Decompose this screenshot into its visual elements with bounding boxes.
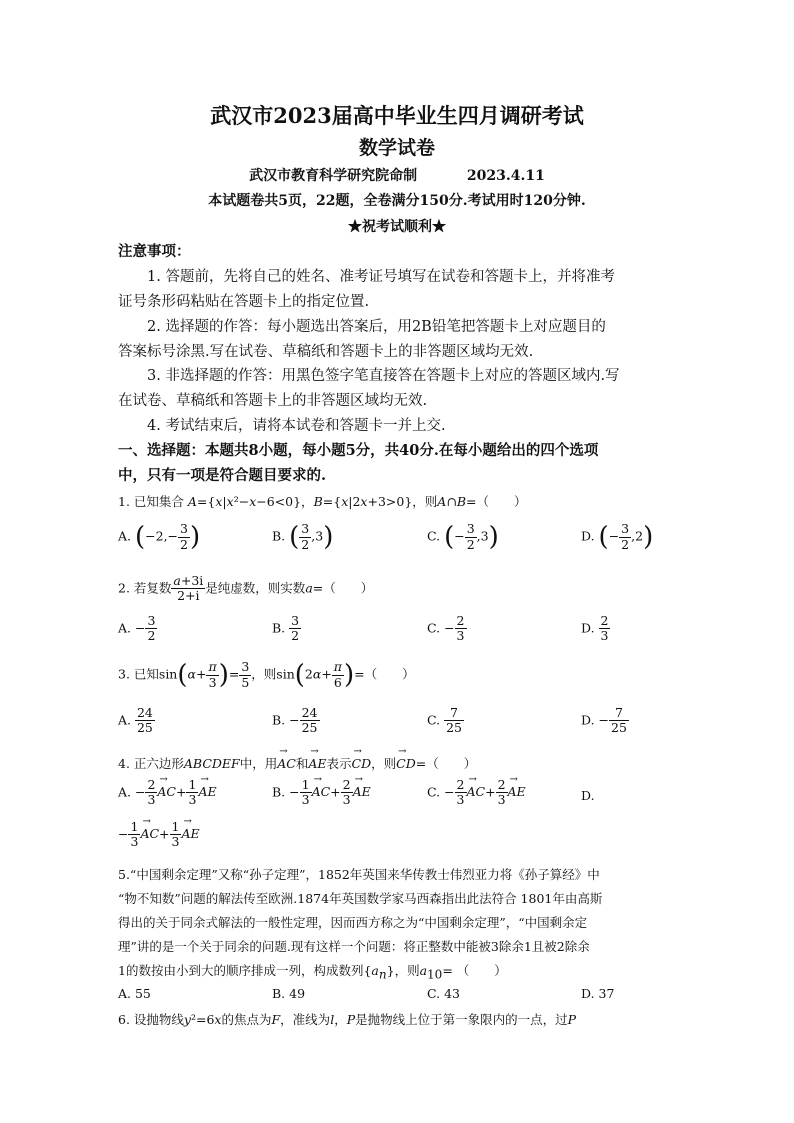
q5-option-d: D. 37 bbox=[581, 986, 615, 1001]
q3-option-b: B. − $\frac{24}{25}$ bbox=[272, 705, 318, 736]
q4-option-d-label: D. bbox=[581, 788, 595, 803]
question-5-line5: 1的数按由小到大的顺序排成一列，构成数列$\{a_n\}$，则$a_{10}=$ （ ） bbox=[118, 963, 507, 982]
page-subtitle: 数学试卷 bbox=[358, 137, 435, 159]
page-title: 武汉市2023届高中毕业生四月调研考试 bbox=[210, 103, 584, 128]
q2-option-b: B. $\frac{3}{2}$ bbox=[272, 613, 300, 644]
issuer-line bbox=[0, 165, 794, 185]
q6-part-b: 的焦点为 bbox=[221, 1012, 272, 1027]
q2-option-c: C. − $\frac{2}{3}$ bbox=[427, 613, 465, 644]
q1-option-b: B. ( $\frac{3}{2}$ ,3) bbox=[272, 521, 334, 552]
exam-date: 2023.4.11 bbox=[466, 168, 545, 184]
question-5-line1: 5.“中国剩余定理”又称“孙子定理”，1852年英国来华传教士伟烈亚力将《孙子算经》中 bbox=[118, 867, 600, 882]
note-3-line2: 在试卷、草稿纸和答题卡上的非答题区域均无效. bbox=[118, 393, 428, 409]
q3-option-c: C. $\frac{7}{25}$ bbox=[427, 705, 462, 736]
q6-part-a: 6. 设抛物线 bbox=[118, 1012, 184, 1027]
section-1-line2: 中，只有一项是符合题目要求的. bbox=[118, 467, 327, 484]
note-4: 4. 考试结束后，请将本试卷和答题卡一并上交. bbox=[147, 418, 446, 434]
question-1: 1. 已知集合 A={x|x²−x−6<0}，B={x|2x+3>0}，则A∩B=（ ） bbox=[118, 494, 527, 509]
q1-option-a: A. (−2,− $\frac{3}{2}$ ) bbox=[118, 521, 201, 552]
q4-option-a: A. − $\frac{2}{3}$ → AC+ $\frac{1}{3}$ → AE bbox=[118, 778, 217, 808]
question-4: 4. 正六边形ABCDEF中，用→ AC和→ AE表示→ CD，则→ CD=（ ） bbox=[118, 754, 476, 772]
note-2-line1: 2. 选择题的作答：每小题选出答案后，用2B铅笔把答题卡上对应题目的 bbox=[147, 319, 606, 335]
issuer: 武汉市教育科学研究院命制 bbox=[249, 168, 418, 184]
question-5-line3: 得出的关于同余式解法的一般性定理，因而西方称之为“中国剩余定理”，“中国剩余定 bbox=[118, 915, 588, 930]
question-2: 2. 若复数 $\frac{a+3i}{2+i}$ 是纯虚数，则实数a=（ ） bbox=[118, 573, 374, 604]
q3-option-a: A. $\frac{24}{25}$ bbox=[118, 705, 153, 736]
q5-option-b: B. 49 bbox=[272, 986, 306, 1001]
note-1-line1: 1. 答题前，先将自己的姓名、准考证号填写在试卷和答题卡上，并将准考 bbox=[147, 269, 615, 285]
q1-option-c: C. (− $\frac{3}{2}$ ,3) bbox=[427, 521, 499, 552]
q4-option-b: B. − $\frac{1}{3}$ → AC+ $\frac{2}{3}$ → AE bbox=[272, 778, 371, 808]
exam-info: 本试题卷共5页，22题，全卷满分150分.考试用时120分钟. bbox=[208, 193, 586, 209]
q5-line5-part-b: ，则 bbox=[394, 963, 420, 978]
q2-option-d: D. $\frac{2}{3}$ bbox=[581, 613, 609, 644]
q1-option-d: D. (− $\frac{3}{2}$ ,2) bbox=[581, 521, 654, 552]
q3-option-d: D. − $\frac{7}{25}$ bbox=[581, 705, 627, 736]
q6-part-c: ，准线为 bbox=[280, 1012, 331, 1027]
q4-option-d: − $\frac{1}{3}$ → AC+ $\frac{1}{3}$ → AE bbox=[118, 820, 200, 850]
question-3: 3. 已知sin(α+ $\frac{\pi}{3}$ )= $\frac{3}{5}$ ，则sin(2α+ $\frac{\pi}{6}$ )=（ ） bbox=[118, 659, 415, 690]
question-5-line2: “物不知数”问题的解法传至欧洲.1874年英国数学家马西森指出此法符合 1801年由高斯 bbox=[118, 891, 603, 906]
question-5-line4: 理”讲的是一个关于同余的问题.现有这样一个问题：将正整数中能被3除余1且被2除余 bbox=[118, 939, 590, 954]
question-6: 6. 设抛物线y²=6x的焦点为F，准线为l，P是抛物线上位于第一象限内的一点，过P bbox=[118, 1012, 577, 1027]
q5-line5-part-a: 1的数按由小到大的顺序排成一列，构成数列 bbox=[118, 963, 364, 978]
note-3-line1: 3. 非选择题的作答：用黑色签字笔直接答在答题卡上对应的答题区域内.写 bbox=[147, 368, 620, 384]
section-1-line1: 一、选择题：本题共8小题，每小题5分，共40分.在每小题给出的四个选项 bbox=[118, 442, 599, 459]
q2-option-a: A. − $\frac{3}{2}$ bbox=[118, 613, 156, 644]
q5-option-c: C. 43 bbox=[427, 986, 460, 1001]
note-2-line2: 答案标号涂黑.写在试卷、草稿纸和答题卡上的非答题区域均无效. bbox=[118, 344, 534, 360]
q6-part-e: 是抛物线上位于第一象限内的一点，过 bbox=[355, 1012, 568, 1027]
note-1-line2: 证号条形码粘贴在答题卡上的指定位置. bbox=[118, 294, 370, 310]
q5-line5-part-c: = （ ） bbox=[442, 963, 507, 978]
notes-heading: 注意事项： bbox=[118, 243, 191, 260]
q6-part-d: ， bbox=[334, 1012, 347, 1027]
q4-option-c: C. − $\frac{2}{3}$ → AC+ $\frac{2}{3}$ → AE bbox=[427, 778, 526, 808]
q5-option-a: A. 55 bbox=[118, 986, 151, 1001]
good-luck: ★祝考试顺利★ bbox=[348, 219, 446, 235]
